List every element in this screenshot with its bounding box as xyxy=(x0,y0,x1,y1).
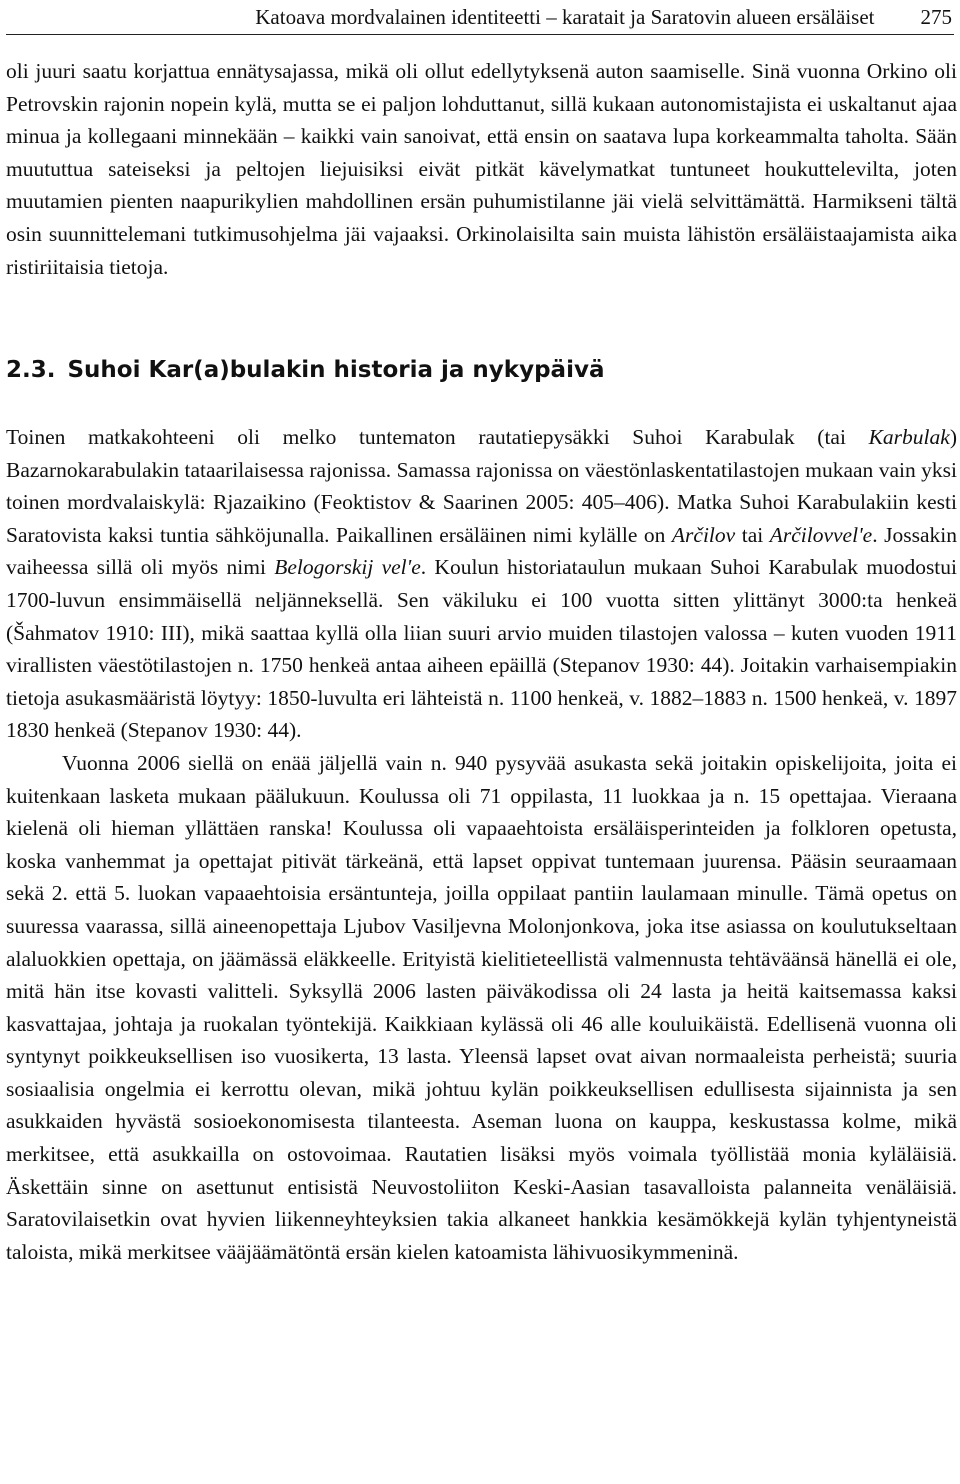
page-number: 275 xyxy=(920,5,952,29)
text-run: . Koulun historiataulun mukaan Suhoi Karabulak muodostui 1700-luvun ensimmäisellä neljänneksellä. Sen väkiluku ei 100 vuotta sitten ylittänyt 3000:ta henkeä (Šahmatov 1910: III), mikä saattaa kyllä olla liian suuri arvio muiden tilastojen valossa – kuten vuoden 1911 virallisten väestötilastojen n. 1750 henkeä antaa aiheen epäillä (Stepanov 1930: 44). Joitakin varhaisempiakin tietoja asukasmääristä löytyy: 1850-luvulta eri lähteistä n. 1100 henkeä, v. 1882–1883 n. 1500 henkeä, v. 1897 1830 henkeä (Stepanov 1930: 44). xyxy=(6,555,958,743)
section-number: 2.3. xyxy=(6,357,56,383)
paragraph: oli juuri saatu korjattua ennätysajassa, mikä oli ollut edellytyksenä auton saamiselle. Sinä vuonna Orkino oli Petrovskin rajonin nopein kylä, mutta se ei paljon lohduttanut, sillä kukaan autonomistajista ei uskaltanut ajaa minua ja kollegaani minnekään – kaikki vain sanoivat, että ensin on saatava lupa korkeammalta taholta. Sään muututtua sateiseksi ja peltojen liejuisiksi eivät pitkät kävelymatkat tuntuneet houkuttelevilta, joten muutamien pienten naapurikylien mahdollinen ersän puhumistilanne jäi vielä selvittämättä. Harmikseni tältä osin suunnittelemani tutkimusohjelma jäi vajaaksi. Orkinolaisilta sain muista lähistön ersäläistaajamista aika ristiriitaisia tietoja. xyxy=(6,59,957,279)
paragraph xyxy=(6,421,957,747)
running-header-title: Katoava mordvalainen identiteetti – karatait ja Saratovin alueen ersäläiset xyxy=(255,5,875,29)
text-run: . Jossakin vaiheessa sillä oli myös nimi xyxy=(6,522,957,580)
italic-term: Arčilov xyxy=(671,522,736,547)
body-text-top xyxy=(6,55,957,283)
text-run: tai xyxy=(735,522,770,547)
section-title: Suhoi Kar(a)bulakin historia ja nykypäivä xyxy=(67,357,605,383)
italic-term: Arčilovvel'e xyxy=(769,522,873,547)
text-run: Toinen matkakohteeni oli melko tuntematon rautatiepysäkki Suhoi Karabulak (tai xyxy=(6,425,869,449)
body-text-section xyxy=(6,421,957,1268)
running-header xyxy=(6,0,954,35)
italic-term: Karbulak xyxy=(868,425,950,449)
italic-term: Belogorskij vel'e xyxy=(274,555,421,580)
paragraph: Vuonna 2006 siellä on enää jäljellä vain n. 940 pysyvää asukasta sekä joitakin opiskelijoita, joita ei kuitenkaan lasketa mukaan päälukuun. Koulussa oli 71 oppilasta, 11 luokkaa ja n. 15 opettajaa. Vieraana kielenä oli hieman yllättäen ranska! Koulussa oli vapaaehtoista ersäläisperinteiden ja folkloren opetusta, koska vanhemmat ja opettajat pitivät tärkeänä, että lapset oppivat tuntemaan juurensa. Pääsin seuraamaan sekä 2. että 5. luokan vapaaehtoisia ersäntunteja, joilla oppilaat pantiin laulamaan minulle. Tämä opetus on suuressa vaarassa, sillä aineenopettaja Ljubov Vasiljevna Molonjonkova, joka itse asiassa on koulutukseltaan alaluokkien opettaja, on jäämässä eläkkeelle. Erityistä kielitieteellistä valmennusta tehtäväänsä hänellä ei ole, mitä hän itse kovasti valitteli. Syksyllä 2006 lasten päiväkodissa oli 24 lasta ja heitä kaitsemassa kaksi kasvattajaa, johtaja ja ruokalan työntekijä. Kaikkiaan kylässä oli 46 alle kouluikäistä. Edellisenä vuonna oli syntynyt poikkeuksellisen iso vuosikerta, 13 lasta. Yleensä lapset ovat aivan normaaleista perheistä; suuria sosiaalisia ongelmia ei kerrottu olevan, mikä johtuu kylän poikkeuksellisen edullisesta sijainnista ja sen asukkaiden hyvästä sosioekonomisesta tilanteesta. Aseman luona on kauppa, keskustassa kolme, mikä merkitsee, että asukkailla on ostovoimaa. Rautatien lisäksi myös voimala työllistää monia kyläläisiä. Äskettäin sinne on asettunut entisistä Neuvostoliiton Keski-Aasian tasavalloista palanneita venäläisiä. Saratovilaisetkin ovat hyvien liikenneyhteyksien takia alkaneet hankkia kesämökkejä kylän tyhjentyneistä taloista, mikä merkitsee vääjäämätöntä ersän kielen katoamista lähivuosikymmeninä. xyxy=(6,750,957,1264)
section-heading xyxy=(6,353,604,387)
text-run: ) Bazarnokarabulakin tataarilaisessa rajonissa. Samassa rajonissa on väestönlaskentatilastojen mukaan vain yksi toinen mordvalaiskylä: Rjazaikino (Feoktistov & Saarinen 2005: 405–406). Matka Suhoi Karabulakiin kesti Saratovista kaksi tuntia sähköjunalla. Paikallinen ersäläinen nimi kylälle on xyxy=(6,425,957,547)
